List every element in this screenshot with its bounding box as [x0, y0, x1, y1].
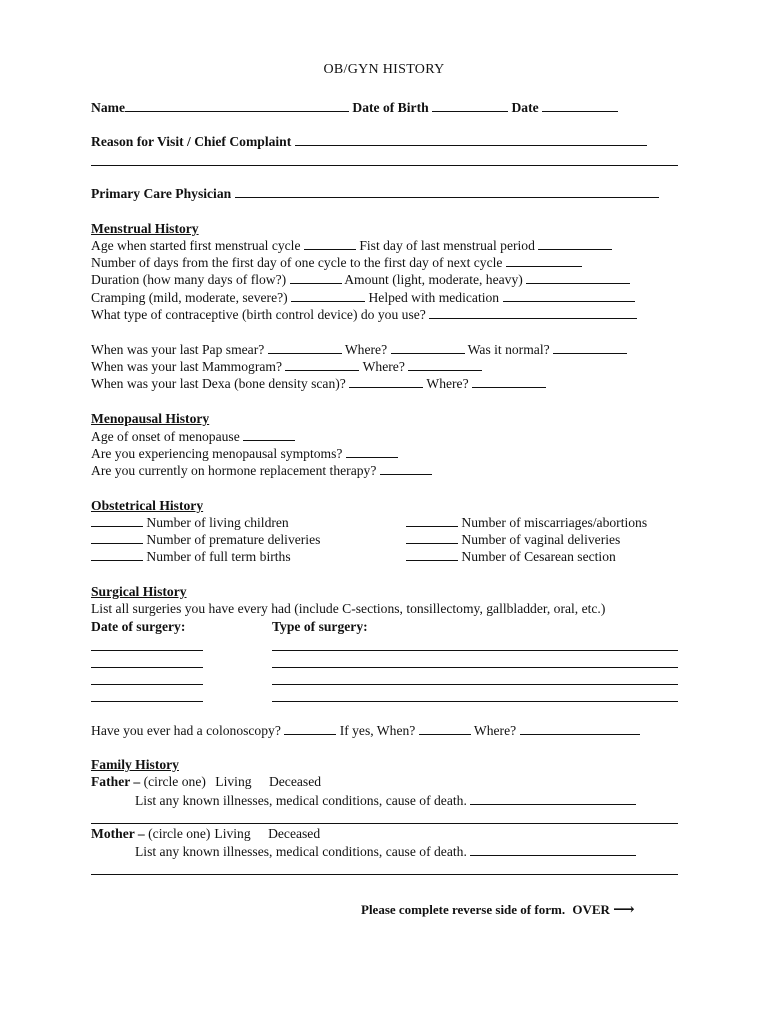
miscarriages-row — [406, 514, 647, 531]
surgery-type-line-3[interactable] — [272, 684, 678, 685]
colonoscopy-label: Have you ever had a colonoscopy? — [91, 723, 281, 738]
reason-field[interactable] — [295, 133, 647, 146]
name-label: Name — [91, 100, 125, 115]
cramping-field[interactable] — [291, 289, 365, 302]
miscarriages-field[interactable] — [406, 514, 458, 527]
mother-illness-continuation-line[interactable] — [91, 874, 678, 875]
duration-field[interactable] — [290, 271, 342, 284]
surgical-instruction: List all surgeries you have every had (include C-sections, tonsillectomy, gallbladder, oral, etc.) — [91, 601, 606, 616]
patient-info-row — [91, 99, 618, 116]
name-field[interactable] — [125, 99, 349, 112]
age-started-label: Age when started first menstrual cycle — [91, 238, 301, 253]
menopause-symptoms-row — [91, 445, 398, 462]
date-of-surgery-header: Date of surgery: — [91, 619, 186, 634]
colonoscopy-where-field[interactable] — [520, 722, 640, 735]
obstetrical-heading: Obstetrical History — [91, 498, 204, 513]
miscarriages-label: Number of miscarriages/abortions — [461, 515, 648, 530]
menopause-symptoms-field[interactable] — [346, 445, 398, 458]
pap-normal-field[interactable] — [553, 341, 627, 354]
pcp-row — [91, 185, 659, 202]
last-period-label: Fist day of last menstrual period — [359, 238, 535, 253]
dexa-where-field[interactable] — [472, 375, 546, 388]
menstrual-row-2 — [91, 254, 582, 271]
surgical-heading: Surgical History — [91, 584, 187, 599]
family-heading: Family History — [91, 757, 179, 772]
amount-field[interactable] — [526, 271, 630, 284]
menopause-onset-row — [91, 428, 295, 445]
over-label: OVER — [572, 902, 610, 917]
mother-deceased-option[interactable]: Deceased — [268, 826, 321, 841]
father-row — [91, 773, 321, 790]
menopause-onset-field[interactable] — [243, 428, 295, 441]
footer-text: Please complete reverse side of form. — [361, 902, 566, 917]
dob-field[interactable] — [432, 99, 508, 112]
vaginal-field[interactable] — [406, 531, 458, 544]
pap-normal-label: Was it normal? — [467, 342, 550, 357]
colonoscopy-when-label: If yes, When? — [339, 723, 416, 738]
surgery-date-line-2[interactable] — [91, 667, 203, 668]
colonoscopy-when-field[interactable] — [419, 722, 471, 735]
mother-label: Mother – — [91, 826, 145, 841]
cramping-label: Cramping (mild, moderate, severe?) — [91, 290, 288, 305]
vaginal-row — [406, 531, 620, 548]
pcp-label: Primary Care Physician — [91, 186, 232, 201]
full-term-field[interactable] — [91, 548, 143, 561]
father-deceased-option[interactable]: Deceased — [268, 774, 322, 789]
reason-continuation-line[interactable] — [91, 165, 678, 166]
cesarean-row — [406, 548, 616, 565]
surgery-date-line-3[interactable] — [91, 684, 203, 685]
cesarean-label: Number of Cesarean section — [461, 549, 616, 564]
dexa-label: When was your last Dexa (bone density scan)? — [91, 376, 346, 391]
full-term-label: Number of full term births — [146, 549, 291, 564]
helped-label: Helped with medication — [368, 290, 500, 305]
pcp-field[interactable] — [235, 185, 659, 198]
pap-field[interactable] — [268, 341, 342, 354]
living-children-field[interactable] — [91, 514, 143, 527]
pap-row — [91, 341, 627, 358]
father-illness-label: List any known illnesses, medical conditions, cause of death. — [135, 793, 467, 808]
premature-row — [91, 531, 320, 548]
menstrual-row-1 — [91, 237, 612, 254]
mammogram-row — [91, 358, 482, 375]
mother-illness-label: List any known illnesses, medical conditions, cause of death. — [135, 844, 467, 859]
colonoscopy-field[interactable] — [284, 722, 336, 735]
father-illness-row — [135, 792, 636, 809]
cesarean-field[interactable] — [406, 548, 458, 561]
form-title: OB/GYN HISTORY — [323, 62, 445, 77]
surgery-date-line-4[interactable] — [91, 701, 203, 702]
premature-field[interactable] — [91, 531, 143, 544]
reason-label: Reason for Visit / Chief Complaint — [91, 134, 292, 149]
hrt-row — [91, 462, 432, 479]
mammogram-where-field[interactable] — [408, 358, 482, 371]
colonoscopy-where-label: Where? — [473, 723, 517, 738]
father-label: Father – — [91, 774, 141, 789]
helped-field[interactable] — [503, 289, 635, 302]
contraceptive-field[interactable] — [429, 306, 637, 319]
dexa-row — [91, 375, 546, 392]
father-illness-field[interactable] — [470, 792, 636, 805]
type-of-surgery-header: Type of surgery: — [272, 619, 368, 634]
mother-circle-one: (circle one) — [148, 826, 211, 841]
premature-label: Number of premature deliveries — [146, 532, 321, 547]
duration-label: Duration (how many days of flow?) — [91, 272, 287, 287]
dexa-field[interactable] — [349, 375, 423, 388]
mother-illness-field[interactable] — [470, 843, 636, 856]
mother-row — [91, 825, 320, 842]
hrt-field[interactable] — [380, 462, 432, 475]
surgery-type-line-1[interactable] — [272, 650, 678, 651]
surgery-date-line-1[interactable] — [91, 650, 203, 651]
pap-where-label: Where? — [344, 342, 388, 357]
father-living-option[interactable]: Living — [215, 774, 252, 789]
amount-label: Amount (light, moderate, heavy) — [344, 272, 523, 287]
menstrual-row-3 — [91, 271, 630, 288]
date-label: Date — [511, 100, 539, 115]
menopausal-heading: Menopausal History — [91, 411, 210, 426]
cycle-length-field[interactable] — [506, 254, 582, 267]
surgery-type-line-2[interactable] — [272, 667, 678, 668]
contraceptive-label: What type of contraceptive (birth control device) do you use? — [91, 307, 426, 322]
vaginal-label: Number of vaginal deliveries — [461, 532, 621, 547]
father-circle-one: (circle one) — [143, 774, 206, 789]
menstrual-row-5 — [91, 306, 637, 323]
dexa-where-label: Where? — [426, 376, 469, 391]
pap-where-field[interactable] — [391, 341, 465, 354]
mammogram-where-label: Where? — [362, 359, 405, 374]
full-term-row — [91, 548, 291, 565]
menopause-symptoms-label: Are you experiencing menopausal symptoms? — [91, 446, 343, 461]
reason-row — [91, 133, 647, 150]
surgery-type-line-4[interactable] — [272, 701, 678, 702]
menstrual-heading: Menstrual History — [91, 221, 199, 236]
father-illness-continuation-line[interactable] — [91, 823, 678, 824]
date-field[interactable] — [542, 99, 618, 112]
pap-label: When was your last Pap smear? — [91, 342, 265, 357]
age-started-field[interactable] — [304, 237, 356, 250]
footer-note — [361, 900, 635, 919]
hrt-label: Are you currently on hormone replacement therapy? — [91, 463, 377, 478]
menopause-onset-label: Age of onset of menopause — [91, 429, 240, 444]
mammogram-field[interactable] — [285, 358, 359, 371]
living-children-row — [91, 514, 289, 531]
dob-label: Date of Birth — [352, 100, 429, 115]
mammogram-label: When was your last Mammogram? — [91, 359, 283, 374]
right-arrow-icon: ⟶ — [613, 902, 635, 918]
mother-illness-row — [135, 843, 636, 860]
menstrual-row-4 — [91, 289, 635, 306]
cycle-length-label: Number of days from the first day of one cycle to the first day of next cycle — [91, 255, 503, 270]
colonoscopy-row — [91, 722, 640, 739]
living-children-label: Number of living children — [146, 515, 289, 530]
mother-living-option[interactable]: Living — [214, 826, 251, 841]
last-period-field[interactable] — [538, 237, 612, 250]
